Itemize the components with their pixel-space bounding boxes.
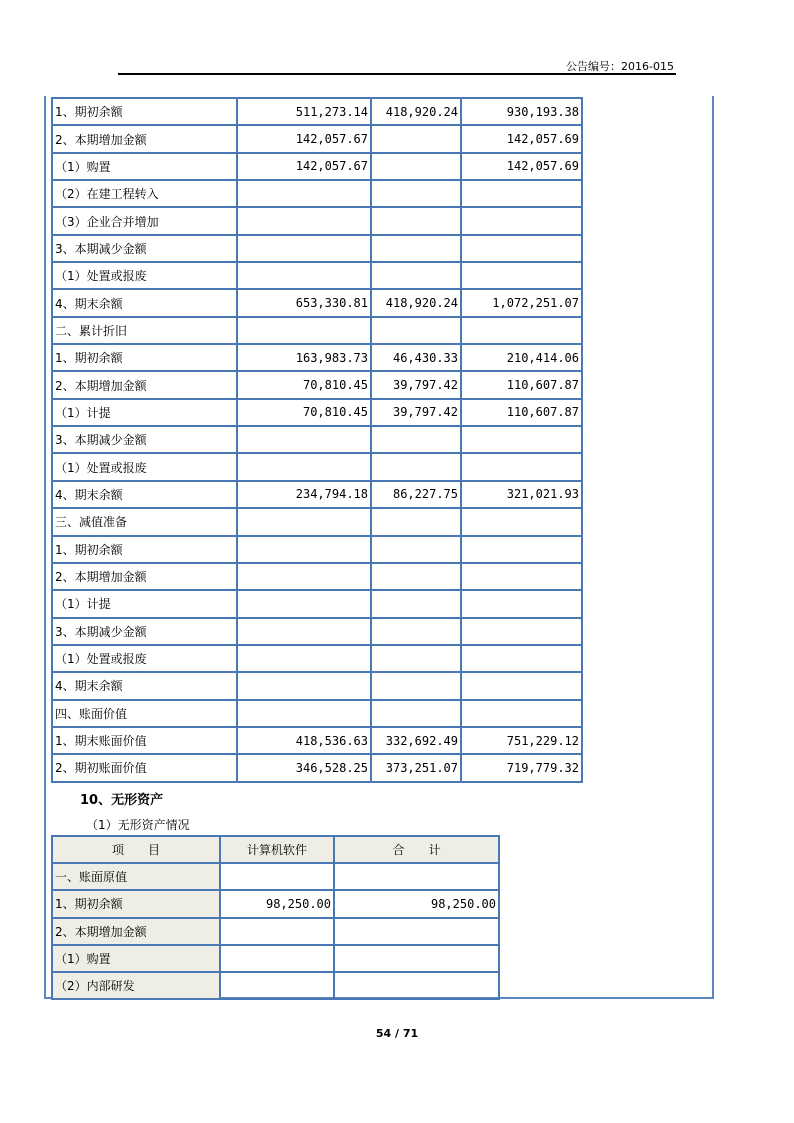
section-subtitle: （1）无形资产情况	[86, 818, 190, 832]
row-label: 三、减值准备	[52, 508, 237, 535]
row-label: （3）企业合并增加	[52, 207, 237, 234]
table-header-row	[52, 836, 499, 863]
cell-value	[371, 700, 461, 727]
cell-total	[461, 618, 582, 645]
cell-value	[371, 453, 461, 480]
cell-value	[371, 235, 461, 262]
cell-value: 163,983.73	[237, 344, 371, 371]
cell-value	[237, 618, 371, 645]
table-row	[52, 371, 582, 398]
table-row	[52, 645, 582, 672]
cell-value: 332,692.49	[371, 727, 461, 754]
table-row	[52, 289, 582, 316]
cell-value	[237, 207, 371, 234]
fixed-assets-table	[51, 97, 583, 783]
cell-value	[220, 945, 334, 972]
row-label: 2、期初账面价值	[52, 754, 237, 781]
cell-total: 142,057.69	[461, 153, 582, 180]
row-label: 1、期初余额	[52, 344, 237, 371]
row-label: （1）处置或报废	[52, 262, 237, 289]
cell-value: 373,251.07	[371, 754, 461, 781]
table-row	[52, 972, 499, 999]
cell-total	[461, 207, 582, 234]
cell-total	[461, 426, 582, 453]
cell-value: 142,057.67	[237, 125, 371, 152]
table-row	[52, 918, 499, 945]
cell-value: 418,536.63	[237, 727, 371, 754]
cell-value	[237, 672, 371, 699]
cell-total	[461, 645, 582, 672]
cell-value	[371, 563, 461, 590]
table-row	[52, 508, 582, 535]
cell-value: 142,057.67	[237, 153, 371, 180]
table-row	[52, 727, 582, 754]
cell-value	[371, 645, 461, 672]
cell-value: 46,430.33	[371, 344, 461, 371]
cell-total	[461, 262, 582, 289]
cell-value	[220, 972, 334, 999]
cell-value	[371, 590, 461, 617]
row-label: 4、期末余额	[52, 672, 237, 699]
row-label: 1、期初余额	[52, 536, 237, 563]
cell-total	[334, 945, 499, 972]
cell-value	[371, 536, 461, 563]
row-label: 3、本期减少金额	[52, 426, 237, 453]
cell-value: 70,810.45	[237, 399, 371, 426]
table-row	[52, 262, 582, 289]
cell-value	[237, 262, 371, 289]
cell-value: 39,797.42	[371, 399, 461, 426]
cell-total	[461, 563, 582, 590]
row-label: （2）内部研发	[52, 972, 220, 999]
table-row	[52, 618, 582, 645]
table-row	[52, 426, 582, 453]
section-title: 10、无形资产	[80, 793, 164, 808]
table-row	[52, 481, 582, 508]
table-row	[52, 890, 499, 917]
cell-total	[461, 235, 582, 262]
cell-total	[461, 590, 582, 617]
table-row	[52, 125, 582, 152]
cell-total: 210,414.06	[461, 344, 582, 371]
intangible-assets-table	[51, 835, 500, 1000]
row-label: （2）在建工程转入	[52, 180, 237, 207]
cell-total	[334, 918, 499, 945]
row-label: 2、本期增加金额	[52, 371, 237, 398]
row-label: 1、期末账面价值	[52, 727, 237, 754]
cell-total: 719,779.32	[461, 754, 582, 781]
cell-value	[237, 508, 371, 535]
row-label: 3、本期减少金额	[52, 235, 237, 262]
cell-value	[371, 508, 461, 535]
cell-total	[461, 508, 582, 535]
table-row	[52, 700, 582, 727]
cell-value	[371, 672, 461, 699]
cell-value: 418,920.24	[371, 289, 461, 316]
cell-value: 86,227.75	[371, 481, 461, 508]
table-row	[52, 563, 582, 590]
cell-total: 930,193.38	[461, 98, 582, 125]
table-row	[52, 453, 582, 480]
cell-total: 1,072,251.07	[461, 289, 582, 316]
cell-value	[237, 536, 371, 563]
cell-value	[220, 918, 334, 945]
cell-value	[371, 125, 461, 152]
table-row	[52, 207, 582, 234]
cell-value	[371, 426, 461, 453]
table-row	[52, 590, 582, 617]
cell-value	[237, 453, 371, 480]
row-label: 1、期初余额	[52, 98, 237, 125]
table-row	[52, 672, 582, 699]
doc-number: 公告编号：2016-015	[566, 60, 674, 73]
cell-value: 346,528.25	[237, 754, 371, 781]
row-label: （1）计提	[52, 399, 237, 426]
cell-value	[237, 235, 371, 262]
cell-value	[237, 645, 371, 672]
cell-value	[237, 317, 371, 344]
cell-value: 70,810.45	[237, 371, 371, 398]
cell-value	[237, 426, 371, 453]
cell-value	[371, 180, 461, 207]
cell-value	[237, 563, 371, 590]
table-row	[52, 344, 582, 371]
table-row	[52, 317, 582, 344]
table-row	[52, 536, 582, 563]
table-row	[52, 863, 499, 890]
row-label: 2、本期增加金额	[52, 563, 237, 590]
cell-total	[461, 180, 582, 207]
row-label: 4、期末余额	[52, 289, 237, 316]
table-row	[52, 98, 582, 125]
column-header: 合 计	[334, 836, 499, 863]
cell-value: 234,794.18	[237, 481, 371, 508]
cell-value	[371, 153, 461, 180]
cell-total	[334, 972, 499, 999]
header-rule	[118, 73, 676, 75]
row-label: 1、期初余额	[52, 890, 220, 917]
cell-value	[371, 207, 461, 234]
cell-value: 511,273.14	[237, 98, 371, 125]
cell-total: 98,250.00	[334, 890, 499, 917]
row-label: 一、账面原值	[52, 863, 220, 890]
cell-total	[461, 536, 582, 563]
cell-value: 418,920.24	[371, 98, 461, 125]
cell-total	[461, 453, 582, 480]
cell-total	[461, 317, 582, 344]
row-label: 2、本期增加金额	[52, 918, 220, 945]
cell-value: 98,250.00	[220, 890, 334, 917]
cell-value	[220, 863, 334, 890]
row-label: 二、累计折旧	[52, 317, 237, 344]
cell-total	[461, 672, 582, 699]
column-header: 项 目	[52, 836, 220, 863]
row-label: （1）购置	[52, 945, 220, 972]
cell-total: 751,229.12	[461, 727, 582, 754]
table-row	[52, 180, 582, 207]
cell-value	[237, 700, 371, 727]
table-row	[52, 235, 582, 262]
cell-total: 110,607.87	[461, 371, 582, 398]
cell-value: 39,797.42	[371, 371, 461, 398]
row-label: （1）处置或报废	[52, 645, 237, 672]
row-label: （1）处置或报废	[52, 453, 237, 480]
cell-total	[461, 700, 582, 727]
cell-total: 321,021.93	[461, 481, 582, 508]
row-label: （1）购置	[52, 153, 237, 180]
row-label: 3、本期减少金额	[52, 618, 237, 645]
cell-value	[237, 590, 371, 617]
row-label: 4、期末余额	[52, 481, 237, 508]
column-header: 计算机软件	[220, 836, 334, 863]
page-number: 54 / 71	[375, 1027, 419, 1040]
table-row	[52, 754, 582, 781]
table-row	[52, 153, 582, 180]
table-row	[52, 399, 582, 426]
cell-total: 142,057.69	[461, 125, 582, 152]
cell-value	[371, 317, 461, 344]
table-row	[52, 945, 499, 972]
cell-value	[371, 618, 461, 645]
cell-value: 653,330.81	[237, 289, 371, 316]
cell-value	[371, 262, 461, 289]
cell-value	[237, 180, 371, 207]
cell-total	[334, 863, 499, 890]
row-label: 2、本期增加金额	[52, 125, 237, 152]
row-label: （1）计提	[52, 590, 237, 617]
row-label: 四、账面价值	[52, 700, 237, 727]
cell-total: 110,607.87	[461, 399, 582, 426]
